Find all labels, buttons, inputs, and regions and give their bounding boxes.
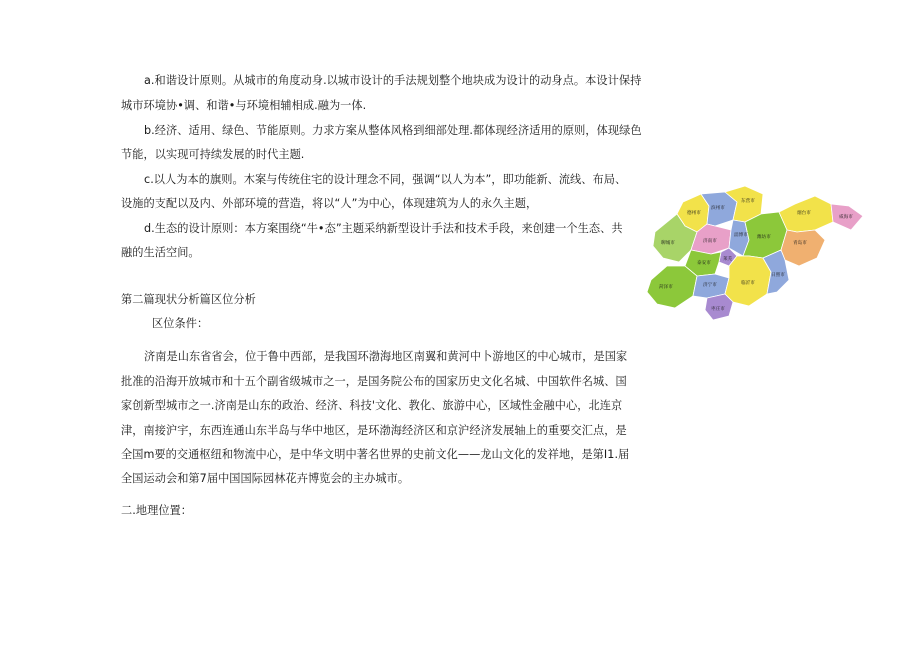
jinan-line4: 津，南接沪宇，东西连通山东半岛与华中地区，是环渤海经济区和京沪经济发展轴上的重要交汇点，是	[121, 424, 627, 437]
jinan-line5: 全国m要的交通枢纽和物流中心，是中华文明中著名世界的史前文化——龙山文化的发祥地，是第I1.届	[121, 448, 630, 461]
para-economy-line1: b.经济、适用、绿色、节能原则。力求方案从整体风格到细部处理.都体现经济适用的原则，体现绿色	[144, 124, 642, 137]
region-qingdao	[781, 230, 825, 266]
label-jining: 济宁市	[703, 283, 717, 288]
jinan-line1: 济南是山东省省会，位于鲁中西部，是我国环渤海地区南翼和黄河中卜游地区的中心城市，是国家	[144, 350, 628, 363]
para-harmony-line1: a.和谐设计原则。从城市的角度动身.以城市设计的手法规划整个地块成为设计的动身点。本设计保持	[144, 74, 642, 87]
label-binzhou: 滨州市	[711, 206, 725, 211]
label-rizhao: 日照市	[771, 273, 785, 278]
jinan-line2: 批准的沿海开放城市和十五个副省级城市之一，是国务院公布的国家历史文化名城、中国软件名城、国	[121, 375, 627, 388]
para-harmony-line2: 城市环境协•调、和谐•与环境相辅相成.融为一体.	[121, 99, 367, 112]
label-yantai: 烟台市	[797, 211, 811, 216]
section-subheading: 区位条件：	[152, 317, 209, 330]
jinan-line6: 全国运动会和第7届中国国际园林花卉博览会的主办城市。	[121, 472, 410, 485]
label-linyi: 临沂市	[741, 281, 755, 286]
para-people-line2: 设施的支配以及内、外部环境的营造，将以“人”为中心，体现建筑为人的永久主题，	[121, 197, 538, 210]
section-heading: 第二篇现状分析篇区位分析	[121, 293, 256, 306]
label-qingdao: 青岛市	[793, 241, 807, 246]
jinan-line3: 家创新型城市之一.济南是山东的政治、经济、科技'文化、教化、旅游中心，区域性金融中心，北连京	[121, 399, 623, 412]
para-ecology-line2: 融的生活空间。	[121, 246, 200, 259]
para-economy-line2: 节能，以实现可持续发展的时代主题.	[121, 148, 305, 161]
label-taian: 泰安市	[697, 261, 711, 266]
shandong-map	[645, 184, 866, 324]
label-zibo: 淄博市	[734, 233, 748, 238]
label-heze: 菏泽市	[659, 285, 673, 290]
label-weihai: 威海市	[839, 215, 853, 220]
label-weifang: 潍坊市	[757, 235, 771, 240]
label-jinan: 济南市	[703, 239, 717, 244]
label-laiwu: 莱芜	[723, 257, 733, 262]
label-zaozhuang: 枣庄市	[711, 307, 725, 312]
para-people-line1: c.以人为本的旗则。木案与传统住宅的设计理念不同，强调“以人为本”，即功能新、流线、布局、	[144, 173, 627, 186]
label-dezhou: 德州市	[687, 211, 701, 216]
geo-heading: 二.地理位置：	[121, 504, 193, 517]
para-ecology-line1: d.生态的设计原则：本方案围绕“牛•态”主题采纳新型设计手法和技术手段，来创建一个生态、共	[144, 222, 623, 235]
label-liaocheng: 聊城市	[661, 241, 675, 246]
label-dongying: 东营市	[741, 199, 755, 204]
